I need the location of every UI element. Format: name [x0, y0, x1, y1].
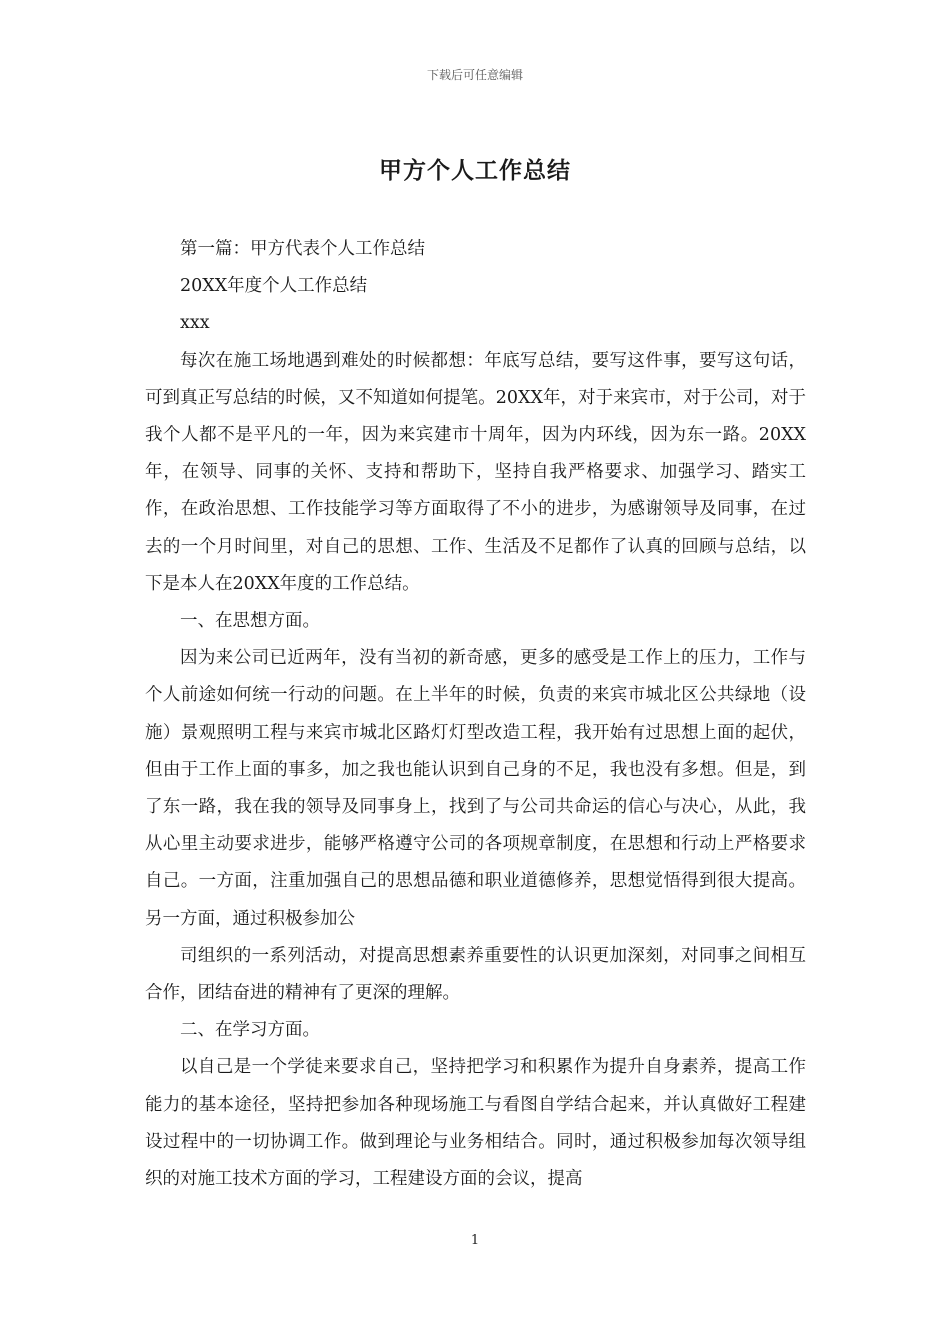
header-note: 下载后可任意编辑	[426, 68, 523, 82]
document-title: 甲方个人工作总结	[379, 157, 571, 184]
document-body	[145, 231, 806, 1198]
thought-paragraph-cont: 司组织的一系列活动，对提高思想素养重要性的认识更加深刻，对同事之间相互合作，团结奋进的精神有了更深的理解。	[145, 945, 806, 1004]
study-paragraph: 以自己是一个学徒来要求自己，坚持把学习和积累作为提升自身素养，提高工作能力的基本途径，坚持把参加各种现场施工与看图自学结合起来，并认真做好工程建设过程中的一切协调工作。做到理论与业务相结合。同时，通过积极参加每次领导组织的对施工技术方面的学习，工程建设方面的会议，提高	[145, 1057, 806, 1190]
author-line: xxx	[180, 313, 210, 334]
section-heading-1: 第一篇：甲方代表个人工作总结	[180, 239, 425, 259]
heading-study: 二、在学习方面。	[180, 1020, 320, 1041]
heading-thought: 一、在思想方面。	[180, 611, 320, 632]
subtitle-year: 20XX年度个人工作总结	[180, 276, 368, 297]
intro-paragraph: 每次在施工场地遇到难处的时候都想：年底写总结，要写这件事，要写这句话，可到真正写总结的时候，又不知道如何提笔。20XX年，对于来宾市，对于公司，对于我个人都不是平凡的一年，因为来宾建市十周年，因为内环线，因为东一路。20XX年，在领导、同事的关怀、支持和帮助下，坚持自我严格要求、加强学习、踏实工作，在政治思想、工作技能学习等方面取得了不小的进步，为感谢领导及同事，在过去的一个月时间里，对自己的思想、工作、生活及不足都作了认真的回顾与总结，以下是本人在20XX年度的工作总结。	[145, 350, 806, 594]
page-number: 1	[470, 1233, 480, 1248]
thought-paragraph: 因为来公司已近两年，没有当初的新奇感，更多的感受是工作上的压力，工作与个人前途如何统一行动的问题。在上半年的时候，负责的来宾市城北区公共绿地（设施）景观照明工程与来宾市城北区路灯灯型改造工程，我开始有过思想上面的起伏，但由于工作上面的事多，加之我也能认识到自己身的不足，我也没有多想。但是，到了东一路，我在我的领导及同事身上，找到了与公司共命运的信心与决心，从此，我从心里主动要求进步，能够严格遵守公司的各项规章制度，在思想和行动上严格要求自己。一方面，注重加强自己的思想品德和职业道德修养，思想觉悟得到很大提高。另一方面，通过积极参加公	[145, 648, 806, 929]
